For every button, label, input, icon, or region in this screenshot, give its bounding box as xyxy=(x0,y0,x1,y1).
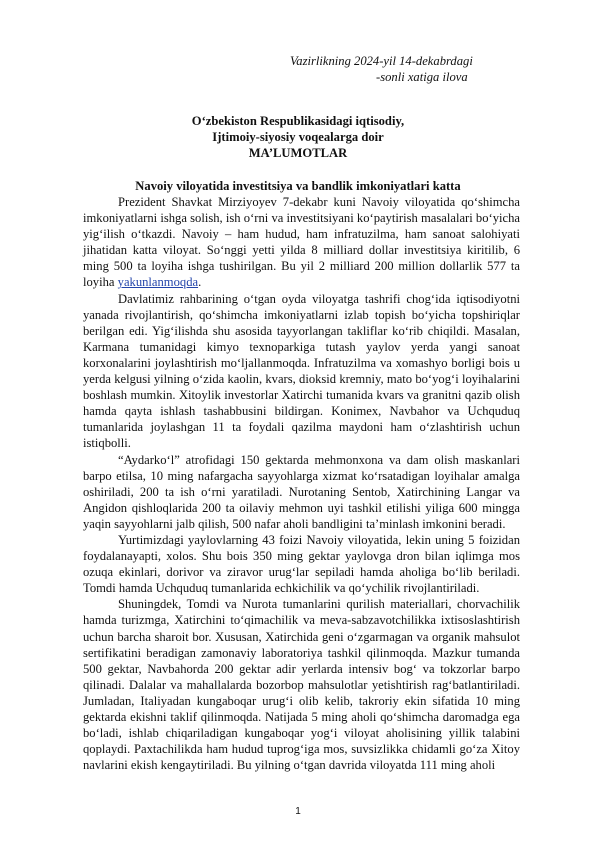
paragraph-1-text: Prezident Shavkat Mirziyoyev 7-dekabr kuni Navoiy viloyatida qo‘shimcha imkoniyatlarni ishga solish, ish o‘rni va investitsiyani ko‘paytirish masalalari bo‘yicha yig‘ilish o‘tkazdi. Navoiy – ham hudud, ham infratuzilma, ham sanoat salohiyati jihatidan katta viloyat. So‘nggi yetti yilda 8 milliard dollar investitsiya kiritilib, 6 ming 500 ta loyiha ishga tushirilgan. Bu yil 2 milliard 200 million dollarlik 577 ta loyiha xyxy=(83,195,520,290)
paragraph-5: Shuningdek, Tomdi va Nurota tumanlarini qurilish materiallari, chorvachilik hamda turizmga, Xatirchini to‘qimachilik va meva-sabzavotchilikka ixtisoslashtirish uchun barcha sharoit bor. Xususan, Xatirchida geni o‘zgarmagan va organik mahsulot sertifikatini beradigan zamonaviy laboratoriya tashkil qilinmoqda. Mazkur tumanda 500 gektar, Navbahorda 200 gektar adir yerlarda intensiv bog‘ va tokzorlar barpo qilinadi. Dalalar va mahallalarda bozorbop mahsulotlar yetishtirish rag‘batlantiriladi. Jumladan, Italiyadan kungaboqar urug‘i olib kelib, takroriy ekin sifatida 10 ming gektarda ekishni taklif qilinmoqda. Natijada 5 ming aholi qo‘shimcha daromadga ega bo‘ladi, ishlab chiqariladigan kungaboqar yog‘i viloyat aholisining yillik talabini qoplaydi. Paxtachilikda ham hudud tuprog‘iga mos, suvsizlikka chidamli go‘za Xitoy navlarini ekish kengaytiriladi. Bu yilning o‘tgan davrida viloyatda 111 ming aholi xyxy=(83,597,520,773)
paragraph-4: Yurtimizdagi yaylovlarning 43 foizi Navoiy viloyatida, lekin uning 5 foizidan foydalanayapti, xolos. Shu bois 350 ming gektar yaylovga dron bilan iqlimga mos ozuqa ekinlari, dorivor va ziravor urug‘lar sepiladi hamda aholiga bo‘lib beriladi. Tomdi hamda Uchquduq tumanlarida echkichilik va qo‘ychilik rivojlantiriladi. xyxy=(83,532,520,596)
paragraph-1-end: . xyxy=(198,275,202,290)
annex-line-1: Vazirlikning 2024-yil 14-dekabrdagi xyxy=(290,54,473,68)
document-body xyxy=(83,194,520,773)
heading-line-3: MA’LUMOTLAR xyxy=(248,146,348,160)
annex-note xyxy=(290,53,540,85)
document-heading xyxy=(0,113,596,161)
heading-line-2: Ijtimoiy-siyosiy voqealarga doir xyxy=(212,130,384,144)
heading-line-1: O‘zbekiston Respublikasidagi iqtisodiy, xyxy=(191,114,405,128)
annex-line-2: -sonli xatiga ilova xyxy=(376,70,468,84)
paragraph-1 xyxy=(83,194,520,291)
page-number: 1 xyxy=(295,806,301,817)
paragraph-3: “Aydarko‘l” atrofidagi 150 gektarda mehmonxona va dam olish maskanlari barpo etilsa, 10 ming nafargacha sayyohlarga xizmat ko‘rsatadigan loyihalar amalga oshiriladi, 200 ta ish o‘rni yaratiladi. Nurotaning Sentob, Xatirchining Langar va Angidon qishloqlarida 200 ta oilaviy mehmon uyi tashkil etilishi yiliga 600 mingga yaqin sayyohlarni jalb qilish, 500 nafar aholi bandligini ta’minlash imkonini beradi. xyxy=(83,452,520,531)
section-title: Navoiy viloyatida investitsiya va bandlik imkoniyatlari katta xyxy=(135,179,461,193)
paragraph-1-link[interactable]: yakunlanmoqda xyxy=(117,275,199,290)
paragraph-2: Davlatimiz rahbarining o‘tgan oyda viloyatga tashrifi chog‘ida iqtisodiyotni yanada rivojlantirish, qo‘shimcha imkoniyatlarni izlab topish bo‘yicha topshiriqlar berilgan edi. Yig‘ilishda shu asosida tayyorlangan takliflar ko‘rib chiqildi. Masalan, Karmana tumanidagi kimyo texnoparkiga tutash yaylov yerda yangi sanoat korxonalarini joylashtirish mo‘ljallanmoqda. Infratuzilma va xomashyo borligi bois u yerda kelgusi yilning o‘zida kaolin, kvars, dioksid kremniy, mato bo‘yog‘i loyihalarini boshlash mumkin. Xitoylik investorlar Xatirchi tumanida kvars va granitni qazib olish hamda qayta ishlash tashabbusini bildirgan. Konimex, Navbahor va Uchquduq tumanlarida joylashgan 11 ta foydali qazilma maydoni ham o‘zlashtirish uchun istiqbolli. xyxy=(83,291,520,451)
